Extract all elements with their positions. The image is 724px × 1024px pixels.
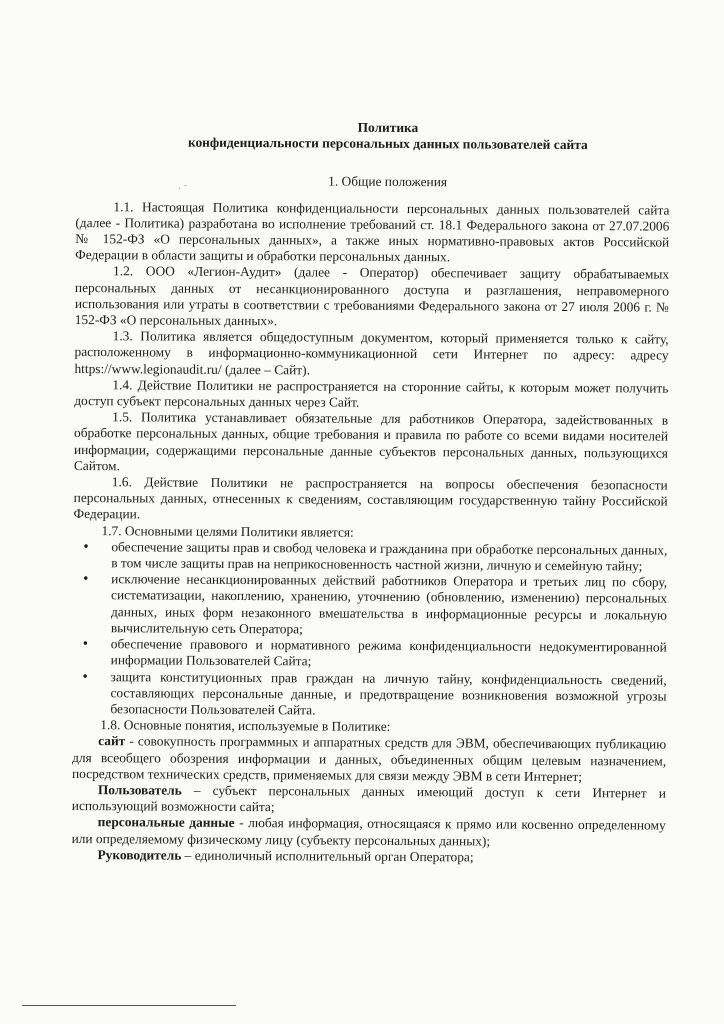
goals-list: [72, 539, 667, 721]
list-item: • обеспечение защиты прав и свобод человека и гражданина при обработке персональных данных, в том числе защиты прав на неприкосновенность частной жизни, личную и семейную тайну;: [111, 539, 667, 575]
footnote-divider: [22, 1005, 236, 1006]
document-body: [71, 118, 670, 867]
paragraph-1-3: 1.3. Политика является общедоступным документом, который применяется только к сайту, расположенному в информационно-коммуникационной сети Интернет по адресу: адресу https://www.legionaudit.ru/ (далее – Сайт).: [74, 328, 669, 378]
definition-term: сайт: [98, 733, 126, 749]
scan-speck: · ˜: [178, 184, 188, 195]
definition-site: сайт - совокупность программных и аппаратных средств для ЭВМ, обеспечивающих публикацию для всеобщего обозрения информации и данных, объединенных общим целевым назначением, посредством технических средств, применяемых для связи между ЭВМ в сети Интернет;: [71, 733, 667, 784]
document-title: [106, 118, 670, 154]
title-line-1: Политика: [357, 119, 419, 136]
paragraph-1-4: 1.4. Действие Политики не распространяется на сторонние сайты, к которым может получить доступ субъект персональных данных через Сайт.: [74, 377, 669, 410]
definition-term: Пользователь: [97, 782, 182, 798]
definition-text: совокупность программных и аппаратных средств для ЭВМ, обеспечивающих публикацию для всеобщего обозрения информации и данных, объединенных общим целевым назначением, посредством технических средств, применяемых для связи между ЭВМ в сети Интернет;: [71, 733, 667, 784]
definition-text: субъект персональных данных имеющий доступ к сети Интернет и использующий возможности сайта;: [71, 782, 666, 815]
list-item: • обеспечение правового и нормативного режима конфиденциальности недокументированной информации Пользователей Сайта;: [111, 636, 667, 672]
paragraph-1-8: 1.8. Основные понятия, используемые в Политике:: [100, 717, 391, 735]
title-line-2: конфиденциальности персональных данных пользователей сайта: [187, 134, 588, 153]
section-heading: 1. Общие положения: [328, 173, 448, 190]
definition-user: Пользователь – субъект персональных данных имеющий доступ к сети Интернет и использующий возможности сайта;: [71, 782, 666, 815]
definition-head: Руководитель – единоличный исполнительный орган Оператора;: [97, 846, 474, 865]
list-item: • защита конституционных прав граждан на личную тайну, конфиденциальность сведений, составляющих персональные данные, и предотвращение возникновения возможной угрозы безопасности Пользователей Сайта.: [110, 669, 666, 721]
paragraph-1-5: 1.5. Политика устанавливает обязательные для работников Оператора, задействованных в обработке персональных данных, общие требования и правила по работе со всеми видами носителей информации, содержащими персональные данные субъектов персональных данных, пользующихся Сайтом.: [73, 409, 669, 474]
definition-personal-data: персональные данные - любая информация, относящаяся к прямо или косвенно определенному или определяемому физическому лицу (субъекту персональных данных);: [71, 814, 666, 849]
definition-term: Руководитель: [97, 846, 182, 863]
paragraph-1-6: 1.6. Действие Политики не распространяется на вопросы обеспечения безопасности персональных данных, отнесенных к сведениям, составляющим государственную тайну Российской Федерации.: [73, 474, 668, 522]
paragraph-1-2: 1.2. ООО «Легион-Аудит» (далее - Оператор) обеспечивает защиту обрабатываемых персональных данных от несанкционированного доступа и разглашения, неправомерного использования или утраты в соответствии с требованиями Федерального закона от 27 июля 2006 г. № 152-ФЗ «О персональных данных».: [74, 263, 670, 329]
paragraph-1-1: 1.1. Настоящая Политика конфиденциальности персональных данных пользователей сайта (далее - Политика) разработана во исполнение требований ст. 18.1 Федерального закона от 27.07.2006 № 152-ФЗ «О персональных данных», а также иных нормативно-правовых актов Российской Федерации в области защиты и обработки персональных данных.: [75, 198, 670, 265]
definition-term: персональные данные: [97, 814, 235, 831]
definition-text: единоличный исполнительный орган Оператора;: [194, 847, 474, 865]
list-item: • исключение несанкционированных действий работников Оператора и третьих лиц по сбору, систематизации, накоплению, хранению, уточнению (обновлению, изменению) персональных данных, иных форм незаконного вмешательства в информационные ресурсы и локальную вычислительную сеть Оператора;: [111, 572, 667, 640]
paragraph-1-7: 1.7. Основными целями Политики является:: [101, 522, 354, 540]
definition-text: любая информация, относящаяся к прямо или косвенно определенному или определяемому физическому лицу (субъекту персональных данных);: [71, 815, 666, 849]
